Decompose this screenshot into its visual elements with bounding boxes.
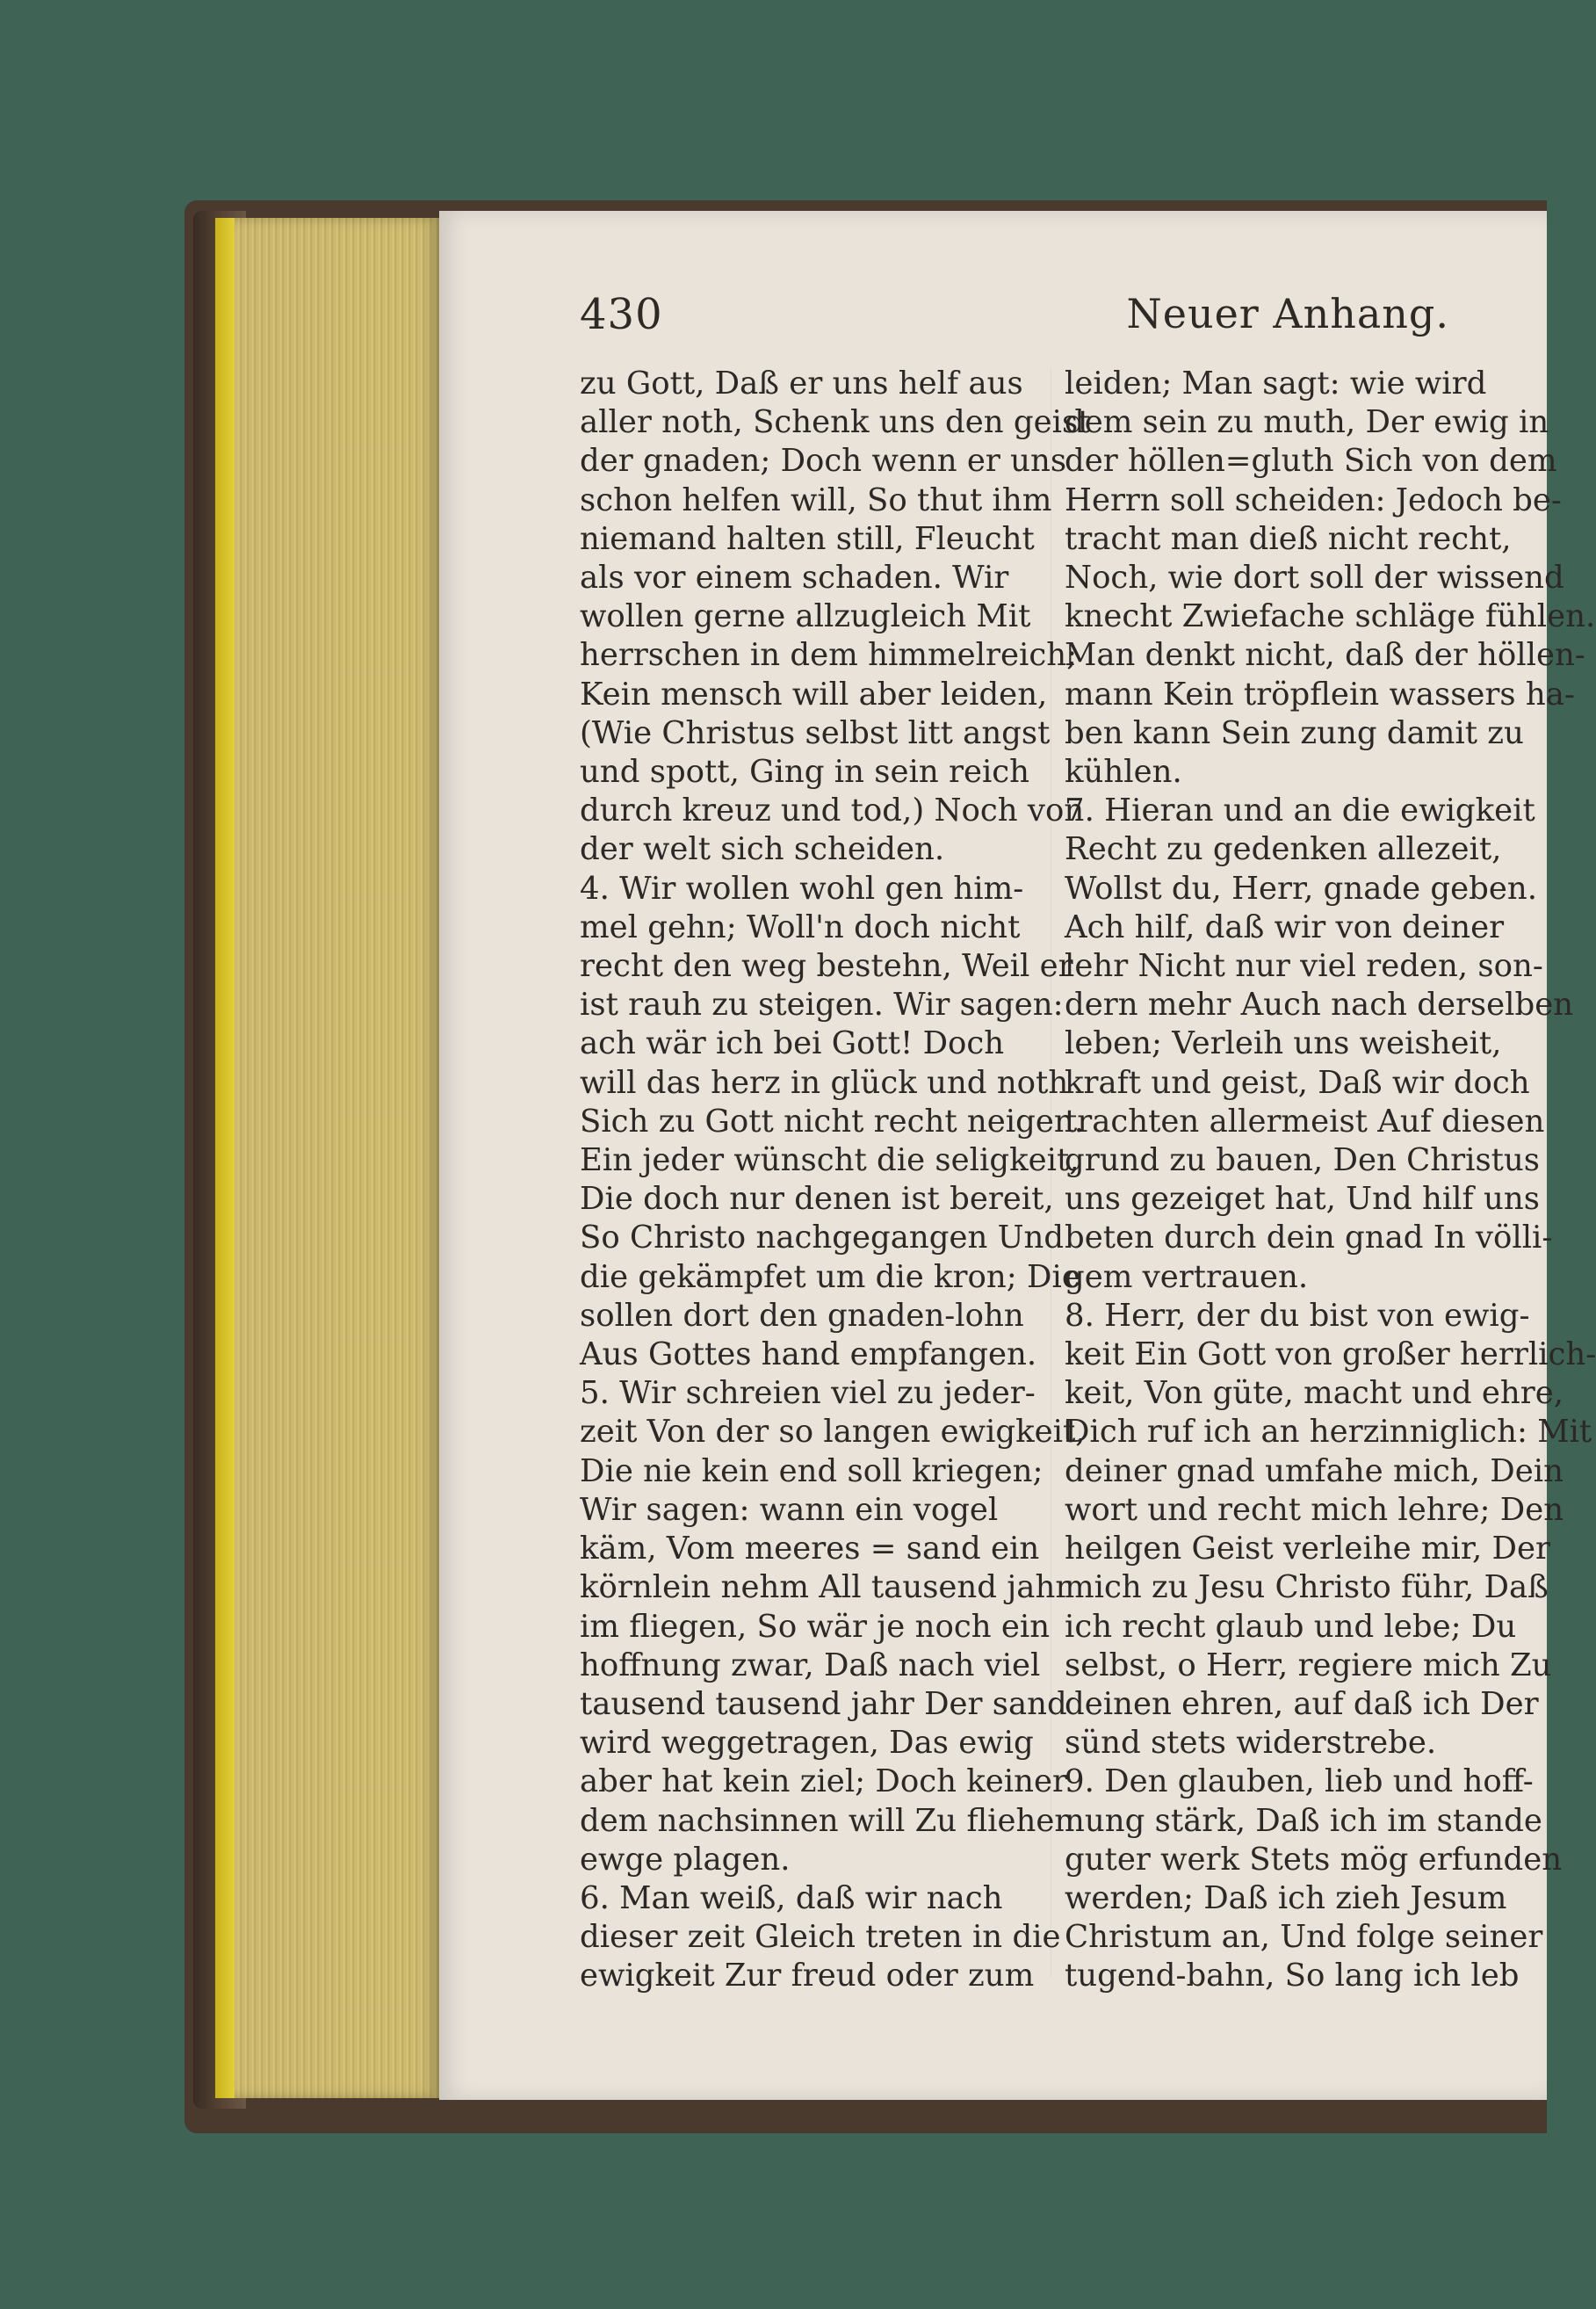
right-text-column	[1065, 365, 1596, 1996]
text-line: wort und recht mich lehre; Den	[1065, 1491, 1564, 1528]
page-header	[580, 290, 1511, 351]
text-line: tracht man dieß nicht recht,	[1065, 520, 1512, 557]
text-line: ich recht glaub und lebe; Du	[1065, 1608, 1517, 1645]
text-line: ewge plagen.	[580, 1841, 791, 1878]
text-line: So Christo nachgegangen Und	[580, 1220, 1065, 1256]
text-line: Die nie kein end soll kriegen;	[580, 1452, 1044, 1489]
text-line: Man denkt nicht, daß der höllen-	[1065, 637, 1585, 674]
text-line: ben kann Sein zung damit zu	[1065, 714, 1524, 751]
text-line: werden; Daß ich zieh Jesum	[1065, 1879, 1507, 1916]
text-line: dem nachsinnen will Zu fliehen	[580, 1802, 1075, 1839]
text-line: wollen gerne allzugleich Mit	[580, 598, 1031, 635]
text-line: Wollst du, Herr, gnade geben.	[1065, 870, 1538, 907]
text-line: und spott, Ging in sein reich	[580, 754, 1030, 791]
text-line: Recht zu gedenken allezeit,	[1065, 831, 1502, 868]
text-line: zu Gott, Daß er uns helf aus	[580, 366, 1023, 402]
page-number: 430	[580, 290, 663, 339]
text-line: 4. Wir wollen wohl gen him-	[580, 870, 1024, 907]
text-line: körnlein nehm All tausend jahr	[580, 1569, 1071, 1606]
text-line: durch kreuz und tod,) Noch von	[580, 793, 1085, 829]
text-line: Herrn soll scheiden: Jedoch be-	[1065, 481, 1562, 518]
text-line: Kein mensch will aber leiden,	[580, 676, 1048, 713]
text-line: heilgen Geist verleihe mir, Der	[1065, 1531, 1550, 1567]
text-line: Christum an, Und folge seiner	[1065, 1919, 1543, 1956]
text-line: ach wär ich bei Gott! Doch	[580, 1025, 1005, 1062]
page-edges	[215, 218, 439, 2098]
text-line: guter werk Stets mög erfunden	[1065, 1841, 1563, 1878]
text-line: als vor einem schaden. Wir	[580, 560, 1009, 597]
text-line: mich zu Jesu Christo führ, Daß	[1065, 1569, 1549, 1606]
text-line: Dich ruf ich an herzinniglich: Mit	[1065, 1414, 1592, 1451]
text-line: ewigkeit Zur freud oder zum	[580, 1958, 1035, 1994]
text-line: Ein jeder wünscht die seligkeit,	[580, 1142, 1080, 1179]
text-line: gem vertrauen.	[1065, 1258, 1309, 1295]
text-line: Aus Gottes hand empfangen.	[580, 1336, 1037, 1373]
text-line: mann Kein tröpflein wassers ha-	[1065, 676, 1575, 713]
text-line: (Wie Christus selbst litt angst	[580, 714, 1051, 751]
text-line: Noch, wie dort soll der wissend	[1065, 560, 1564, 597]
text-line: will das herz in glück und noth	[580, 1064, 1069, 1101]
text-line: 5. Wir schreien viel zu jeder-	[580, 1375, 1036, 1412]
text-line: aller noth, Schenk uns den geist	[580, 404, 1091, 441]
text-line: aber hat kein ziel; Doch keiner	[580, 1763, 1067, 1800]
left-text-column	[580, 365, 1091, 1996]
text-line: herrschen in dem himmelreich;	[580, 637, 1078, 674]
text-line: kraft und geist, Daß wir doch	[1065, 1064, 1530, 1101]
text-line: dieser zeit Gleich treten in die	[580, 1919, 1061, 1956]
text-line: mel gehn; Woll'n doch nicht	[580, 908, 1021, 945]
text-line: hoffnung zwar, Daß nach viel	[580, 1647, 1041, 1683]
text-line: schon helfen will, So thut ihm	[580, 481, 1052, 518]
text-line: Wir sagen: wann ein vogel	[580, 1491, 999, 1528]
text-line: 8. Herr, der du bist von ewig-	[1065, 1297, 1530, 1334]
text-line: sollen dort den gnaden-lohn	[580, 1297, 1024, 1334]
text-line: der gnaden; Doch wenn er uns	[580, 443, 1067, 480]
text-line: kühlen.	[1065, 754, 1182, 791]
text-line: tugend-bahn, So lang ich leb	[1065, 1958, 1520, 1994]
text-line: Ach hilf, daß wir von deiner	[1065, 908, 1505, 945]
text-line: käm, Vom meeres = sand ein	[580, 1531, 1040, 1567]
text-line: dern mehr Auch nach derselben	[1065, 987, 1574, 1024]
text-line: wird weggetragen, Das ewig	[580, 1725, 1034, 1762]
text-line: recht den weg bestehn, Weil er	[580, 948, 1073, 985]
text-line: zeit Von der so langen ewigkeit,	[580, 1414, 1086, 1451]
text-line: leiden; Man sagt: wie wird	[1065, 366, 1487, 402]
text-line: leben; Verleih uns weisheit,	[1065, 1025, 1502, 1062]
text-line: uns gezeiget hat, Und hilf uns	[1065, 1181, 1540, 1218]
gilt-edge	[215, 218, 235, 2098]
text-line: 6. Man weiß, daß wir nach	[580, 1879, 1003, 1916]
text-line: lehr Nicht nur viel reden, son-	[1065, 948, 1543, 985]
text-line: nung stärk, Daß ich im stande	[1065, 1802, 1542, 1839]
text-line: keit, Von güte, macht und ehre,	[1065, 1375, 1564, 1412]
text-line: knecht Zwiefache schläge fühlen.	[1065, 598, 1596, 635]
text-line: Die doch nur denen ist bereit,	[580, 1181, 1054, 1218]
text-line: selbst, o Herr, regiere mich Zu	[1065, 1647, 1552, 1683]
text-line: tausend tausend jahr Der sand	[580, 1685, 1067, 1722]
text-line: der höllen=gluth Sich von dem	[1065, 443, 1557, 480]
text-line: trachten allermeist Auf diesen	[1065, 1103, 1545, 1140]
text-line: deiner gnad umfahe mich, Dein	[1065, 1452, 1564, 1489]
text-line: niemand halten still, Fleucht	[580, 520, 1035, 557]
text-line: im fliegen, So wär je noch ein	[580, 1608, 1051, 1645]
text-line: grund zu bauen, Den Christus	[1065, 1142, 1541, 1179]
text-line: ist rauh zu steigen. Wir sagen:	[580, 987, 1064, 1024]
text-line: der welt sich scheiden.	[580, 831, 945, 868]
text-line: Sich zu Gott nicht recht neigen.	[580, 1103, 1084, 1140]
text-line: die gekämpfet um die kron; Die	[580, 1258, 1080, 1295]
text-line: 9. Den glauben, lieb und hoff-	[1065, 1763, 1534, 1800]
text-line: keit Ein Gott von großer herrlich-	[1065, 1336, 1596, 1373]
text-line: 7. Hieran und an die ewigkeit	[1065, 793, 1535, 829]
text-line: beten durch dein gnad In völli-	[1065, 1220, 1553, 1256]
running-title: Neuer Anhang.	[1126, 290, 1449, 337]
text-line: deinen ehren, auf daß ich Der	[1065, 1685, 1539, 1722]
text-line: dem sein zu muth, Der ewig in	[1065, 404, 1549, 441]
text-line: sünd stets widerstrebe.	[1065, 1725, 1437, 1762]
